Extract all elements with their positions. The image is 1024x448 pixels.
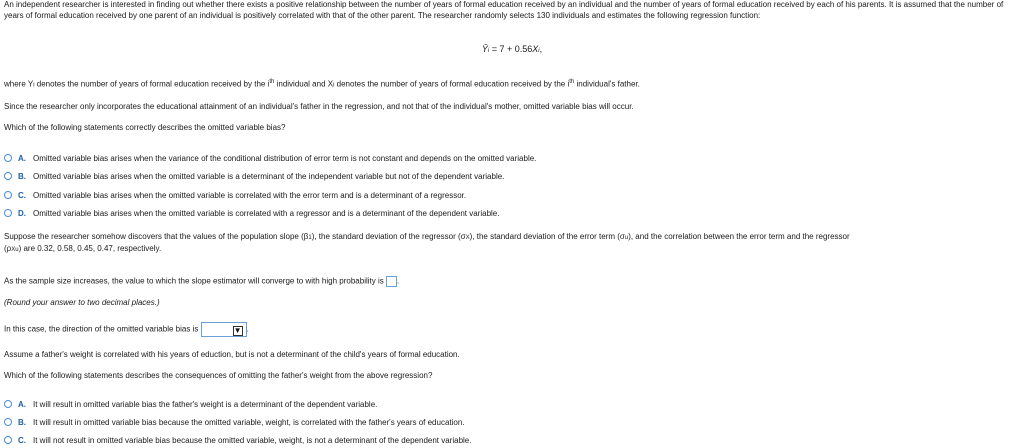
assume-text: Assume a father's weight is correlated with his years of eduction, but is not a determinant of the child's years of formal education. [4, 350, 460, 359]
q1-option-a[interactable]: A. Omitted variable bias arises when the variance of the conditional distribution of error term is not constant and depends on the omitted variable. [4, 152, 536, 164]
radio-button[interactable] [4, 154, 12, 162]
q2-prompt-line: As the sample size increases, the value to which the slope estimator will converge to with high probability is . [4, 276, 400, 286]
q1-option-b[interactable]: B. Omitted variable bias arises when the omitted variable is a determinant of the independent variable but not of the dependent variable. [4, 170, 504, 182]
regression-equation: Ŷi = 7 + 0.56Xi, [481, 44, 543, 54]
bias-direction-dropdown[interactable] [201, 322, 247, 337]
radio-button[interactable] [4, 172, 12, 180]
round-note: (Round your answer to two decimal places.) [4, 298, 160, 307]
where-text: where Yi denotes the number of years of formal education received by the $i^{th}$ individual and Xi denotes the number of years of formal education received by the $i^{th}$ individual's father. [4, 79, 640, 89]
q1-option-d[interactable]: D. Omitted variable bias arises when the omitted variable is correlated with a regressor and is a determinant of the dependent variable. [4, 207, 499, 219]
q3-prompt-line: In this case, the direction of the omitted variable bias is ▼ . [4, 322, 1018, 337]
q4-option-a[interactable]: A. It will result in omitted variable bias the father's weight is a determinant of the dependent variable. [4, 398, 377, 410]
since-text: Since the researcher only incorporates the educational attainment of an individual's father in the regression, and not that of the individual's mother, omitted variable bias will occur. [4, 102, 634, 111]
radio-button[interactable] [4, 191, 12, 199]
dropdown-arrow-icon[interactable]: ▼ [233, 326, 242, 335]
radio-button[interactable] [4, 209, 12, 217]
radio-button[interactable] [4, 418, 12, 426]
radio-button[interactable] [4, 400, 12, 408]
suppose-text: Suppose the researcher somehow discovers that the values of the population slope (β1), the standard deviation of the regressor (σX), the standard deviation of the error term (σu), and the correlation between the error term and the regressor (ρXu) are 0.32, 0.58, 0.45, 0.47, respectively. [4, 232, 850, 253]
q4-option-b[interactable]: B. It will result in omitted variable bias because the omitted variable, weight, is correlated with the father's years of education. [4, 416, 465, 428]
q4-prompt: Which of the following statements describes the consequences of omitting the father's weight from the above regression? [4, 371, 433, 380]
q1-option-c[interactable]: C. Omitted variable bias arises when the omitted variable is correlated with the error term and is a determinant of a regressor. [4, 189, 466, 201]
q4-option-c[interactable]: C. It will not result in omitted variable bias because the omitted variable, weight, is not a determinant of the dependent variable. [4, 434, 471, 446]
slope-answer-input[interactable] [386, 276, 397, 287]
q1-prompt: Which of the following statements correctly describes the omitted variable bias? [4, 123, 286, 132]
radio-button[interactable] [4, 436, 12, 444]
intro-paragraph: An independent researcher is interested in finding out whether there exists a positive relationship between the number of years of formal education received by an individual and the number of years of formal education received by each of his parents. It is assumed that the number of years of formal education received by one parent of an individual is positively correlated with that of the other parent. The researcher randomly selects 130 individuals and estimates the following regression function: [4, 0, 1004, 20]
